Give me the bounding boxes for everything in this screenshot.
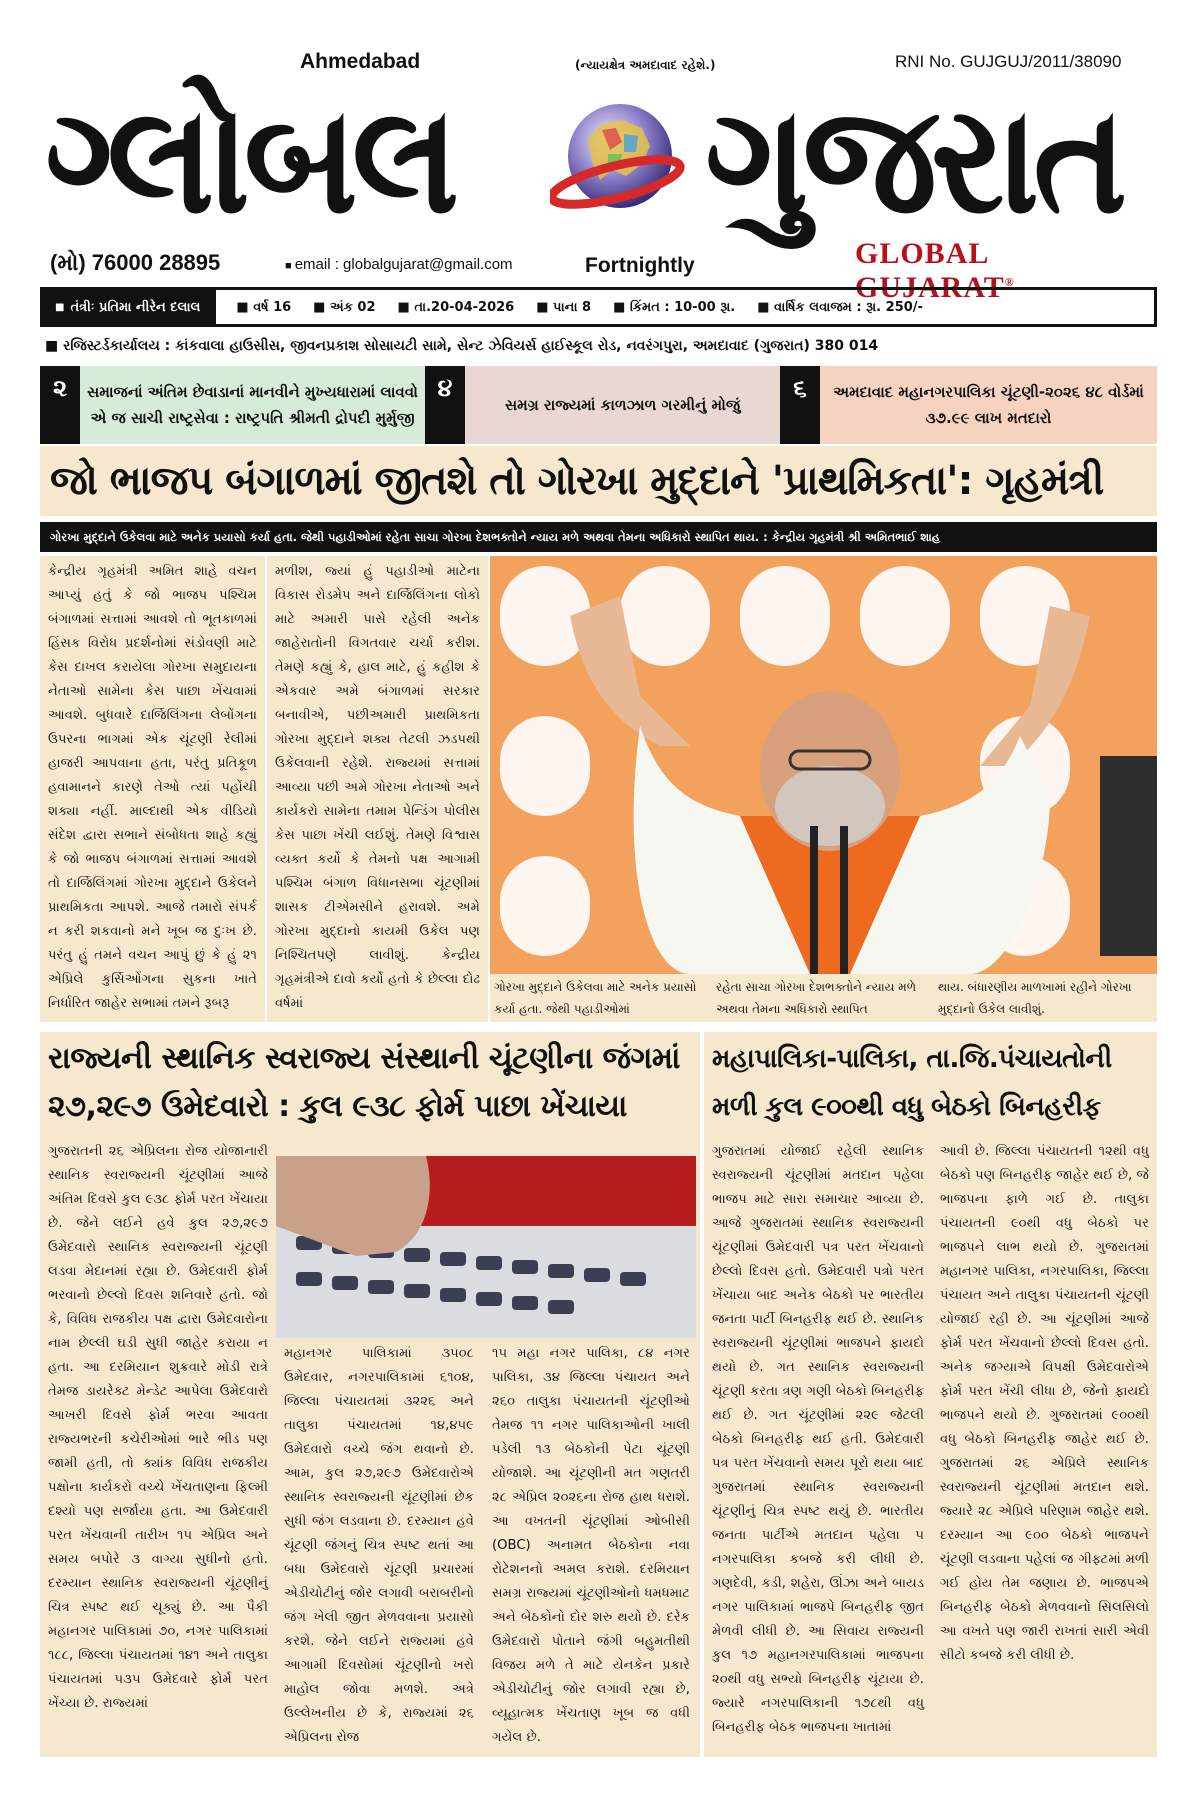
- editor-box: [43, 290, 216, 324]
- lead-photo-caption-1: ગોરખા મુદ્દાને ઉકેલવા માટે અનેક પ્રયાસો કર્યા હતા. જેથી પહાડીઓમાં: [490, 974, 712, 1022]
- email-address: email : globalgujarat@gmail.com: [294, 256, 513, 273]
- lead-column-2: મળીશ, જ્યાં હું પહાડીઓ માટેના વિકાસ રોડમેપ અને દાર્જિલિંગના લોકો માટે અમારી પાસે રહેલી અનેક જાહેરાતોની વિગતવાર ચર્ચા કરીશ. તેમણે કહ્યું કે, હાલ માટે, હું કહીશ કે એકવાર અમે બંગાળમાં સરકાર બનાવીએ, પછીઅમારી પ્રાથમિકતા ગોરખા મુદ્દાને શક્ય તેટલી ઝડપથી ઉકેલવાની રહેશે. રાજ્યમાં સત્તામાં આવ્યા પછી અમે ગોરખા નેતાઓ અને કાર્યકરો સામેના તમામ પેન્ડિંગ પોલીસ કેસ પાછા ખેંચી લઈશું. તેમણે વિશ્વાસ વ્યક્ત કર્યો કે તેમનો પક્ષ આગામી પશ્ચિમ બંગાળ વિધાનસભા ચૂંટણીમાં શાસક ટીએમસીને હરાવશે. અમે ગોરખા મુદ્દાનો કાયમી ઉકેલ પણ નિશ્ચિતપણે લાવીશું. કેન્દ્રીય ગૃહમંત્રીએ દાવો કર્યો હતો કે છેલ્લા દોઢ વર્ષમાં: [267, 556, 488, 1022]
- issue-number: ■ અંક 02: [313, 299, 376, 315]
- publication-frequency: Fortnightly: [585, 254, 695, 277]
- issue-number-text: અંક 02: [329, 299, 376, 315]
- bullet-icon: ■: [55, 301, 65, 313]
- cover-price: ■ કિંમત : 10-00 રૂા.: [613, 299, 736, 315]
- logo-english-text: GLOBAL GUJARAT: [855, 237, 1005, 304]
- teaser-text: અમદાવાદ મહાનગરપાલિકા ચૂંટણી-૨૦૨૬ ૪૮ વોર્ડમાં ૩૭.૯૯ લાખ મતદારો: [820, 366, 1157, 444]
- story2-column-3: ૧૫ મહા નગર પાલિકા, ૮૪ નગર પાલિકા, ૩૪ જિલ્લા પંચાયત અને ૨૬૦ તાલુકા પંચાયતની ચૂંટણીઓ તેમજ ૧૧ નગર પાલિકાઓની ખાલી પડેલી ૧૩ બેઠકોની પેટા ચૂંટણી યોજાશે. આ ચૂંટણીની મત ગણતરી ૨૮ એપ્રિલ ૨૦૨૬ના રોજ હાથ ધરાશે. આ વખતની ચૂંટણીમાં ઓબીસી (OBC) અનામત બેઠકોના નવા રોટેશનનો અમલ કરાશે. દરમિયાન સમગ્ર રાજ્યમાં ચૂંટણીઓનો ધમધમાટ અને બેઠકોનો દોર શરુ થયો છે. દરેક ઉમેદવારો પોતાને જંગી બહુમતીથી વિજય મળે તે માટે યેનકેન પ્રકારે એડીચોટીનું જોર લગાવી રહ્યા છે, વ્યૂહાત્મક ખેંચતાણ ખૂબ જ વધી ગયેલ છે.: [492, 1346, 690, 1745]
- story2-column-1: ગુજરાતની ૨૬ એપ્રિલના રોજ યોજાનારી સ્થાનિક સ્વરાજ્યની ચૂંટણીમાં આજે અંતિમ દિવસે કુલ ૯૩૮ ફોર્મ પરત ખેંચાયા છે. જેને લઈને હવે કુલ ૨૭,૨૯૭ ઉમેદવારો સ્થાનિક સ્વરાજ્યની ચૂંટણી લડવા મેદાનમાં રહ્યા છે. ઉમેદવારી ફોર્મ ભરવાનો છેલ્લો દિવસ શનિવારે હતો. જો કે, વિવિધ રાજકીય પક્ષ દ્વારા ઉમેદવારોના નામ છેલ્લી ઘડી સુધી જાહેર કરાયા ન હતા. આ દરમિયાન શુક્રવારે મોડી રાત્રે તેમજ ડાયરેક્ટ મેન્ડેટ આપેલા ઉમેદવારો આખરી દિવસે ફોર્મ ભરવા આવતા રાજ્યભરની કચેરીઓમાં ભારે ભીડ પણ જામી હતી, તો ક્યાંક વિવિધ રાજકીય પક્ષોના કાર્યકરો વચ્ચે ખેંચતાણના ફિલ્મી દશ્યો પણ સર્જાયા હતા. આ ઉમેદવારી પરત ખેંચવાની તારીખ ૧૫ એપ્રિલ અને સમય બપોરે ૩ વાગ્યા સુધીનો હતો. દરમ્યાન સ્થાનિક સ્વરાજ્યની ચૂંટણીનું ચિત્ર સ્પષ્ટ થઈ ચૂક્યું છે. આ પૈકી મહાનગર પાલિકામાં ૭૦, નગર પાલિકામાં ૧૮૮, જિલ્લા પંચાયતમાં ૧૪૧ અને તાલુકા પંચાયતમાં ૫૩૫ ઉમેદવારે ફોર્મ પરત ખેંચ્યા છે. રાજ્યમાં: [48, 1144, 268, 1711]
- lead-photo: [490, 556, 1157, 974]
- edition-city: Ahmedabad: [300, 50, 421, 73]
- lead-headline[interactable]: જો ભાજપ બંગાળમાં જીતશે તો ગોરખા મુદ્દાને 'પ્રાથમિકતા': ગૃહમંત્રી: [40, 446, 1157, 516]
- teaser-text: સમાજનાં અંતિમ છેવાડાનાં માનવીને મુખ્યધારામાં લાવવો એ જ સાચી રાષ્ટ્રસેવા : રાષ્ટ્રપતિ શ્રીમતી દ્રોપદી મુર્મુજી: [80, 366, 425, 444]
- issue-date: ■ તા.20-04-2026: [397, 299, 515, 315]
- story2-column-2: મહાનગર પાલિકામાં ૩૫૦૮ ઉમેદવાર, નગરપાલિકામાં ૬૧૦૪, જિલ્લા પંચાયતમાં ૩૨૨૬ અને તાલુકા પંચાયતમાં ૧૪,૪૫૯ ઉમેદવારો વચ્ચે જંગ થવાનો છે. આમ, કુલ ૨૭,૨૯૭ ઉમેદવારોએ સ્થાનિક સ્વરાજ્યની ચૂંટણીમાં છેક સુધી જંગ લડવાના છે. દરમ્યાન હવે ચૂંટણી જંગનું ચિત્ર સ્પષ્ટ થતાં આ બધા ઉમેદવારો ચૂંટણી પ્રચારમાં એડીચોટીનું જોર લગાવી બરાબરીનો જંગ ખેલી જીત મેળવવાના પ્રયાસો કરશે. જેને લઈને રાજ્યમાં હવે આગામી દિવસોમાં ચૂંટણીનો ખરો માહોલ જોવા મળશે. અત્રે ઉલ્લેખનીય છે કે, રાજ્યમાં ૨૬ એપ્રિલના રોજ: [284, 1346, 474, 1745]
- story3-column-2: આવી છે. જિલ્લા પંચાયતની ૧૨થી વધુ બેઠકો પણ બિનહરીફ જાહેર થઈ છે, જે ભાજપના ફાળે ગઈ છે. તાલુકા પંચાયતની ૯૦થી વધુ બેઠકો પર ભાજપને લાભ થયો છે. ગુજરાતમાં મહાનગર પાલિકા, નગરપાલિકા, જિલ્લા પંચાયત અને તાલુકા પંચાયતની ચૂંટણી યોજાઈ રહી છે. આ ચૂંટણીમાં આજે ફોર્મ પરત ખેંચવાનો છેલ્લો દિવસ હતો. અનેક જગ્યાએ વિપક્ષી ઉમેદવારોએ ફોર્મ પરત ખેંચી લીધા છે, જેનો ફાયદો ભાજપને થયો છે. ગુજરાતમાં ૯૦૦થી વધુ બેઠકો બિનહરીફ જાહેર થઈ છે. ગુજરાતમાં ૨૬ એપ્રિલે સ્થાનિક સ્વરાજ્યની ચૂંટણીમાં મતદાન થશે. જ્યારે ૨૮ એપ્રિલે પરિણામ જાહેર થશે. દરમ્યાન આ ૯૦૦ બેઠકો ભાજપને ચૂંટણી લડવાના પહેલાં જ ગીફ્ટમાં મળી ગઈ હોય તેમ જણાય છે. ભાજપએ બિનહરીફ બેઠકો મેળવવાનો સિલસિલો આ વખતે પણ જારી રાખતાં સારી એવી સીટો કબજે કરી લીધી છે.: [940, 1144, 1149, 1663]
- annual-subscription: ■ વાર્ષિક લવાજમ : રૂા. 250/-: [757, 299, 923, 315]
- lead-column-1: કેન્દ્રીય ગૃહમંત્રી અમિત શાહે વચન આપ્યું હતું કે જો ભાજપ પશ્ચિમ બંગાળમાં સત્તામાં આવશે તો ભૂતકાળમાં હિંસક વિરોધ પ્રદર્શનોમાં સંડોવણી માટે કેસ દાખલ કરાયેલા ગોરખા સમુદાયના નેતાઓ સામેના કેસ પાછા ખેંચવામાં આવશે. બુધવારે દાર્જિલિંગના લેબોંગના ઉપરના ભાગમાં એક ચૂંટણી રેલીમાં હાજરી આપવાના હતા, પરંતુ પ્રતિકૂળ હવામાનને કારણે તેઓ ત્યાં પહોંચી શક્યા નહીં. માલ્દાથી એક વીડિયો સંદેશ દ્વારા સભાને સંબોધતા શાહે કહ્યું કે જો ભાજપ બંગાળમાં સત્તામાં આવશે તો દાર્જિલિંગમાં ગોરખા મુદ્દાને ઉકેલને પ્રાથમિકતા આપશે. આજે તમારો સંપર્ક ન કરી શકવાનો મને ખૂબ જ દુઃખ છે. પરંતુ હું તમને વચન આપું છું કે હું ૨૧ એપ્રિલે કુર્સિઓંગના સુકના ખાતે નિર્ધારિત જાહેર સભામાં તમને રૂબરૂ: [40, 556, 265, 1022]
- page-count: ■ પાના 8: [536, 299, 592, 315]
- story2-headline-line2[interactable]: ૨૭,૨૯૭ ઉમેદવારો : કુલ ૯૩૮ ફોર્મ પાછા ખેંચાયા: [48, 1089, 627, 1124]
- registered-office-text: રજિસ્ટર્ડકાર્યાલય : કાંકવાલા હાઉસીસ, જીવનપ્રકાશ સોસાયટી સામે, સેન્ટ ઝેવિયર્સ હાઈસ્કૂલ રોડ, નવરંગપુરા, અમદાવાદ (ગુજરાત) 380 014: [63, 338, 879, 354]
- lead-photo-caption-2: રહેતા સાચા ગોરખા દેશભક્તોને ન્યાય મળે અથવા તેમના અધિકારો સ્થાપિત: [712, 974, 934, 1022]
- editor-name: તંત્રીઃ પ્રતિમા નીરેન દલાલ: [70, 299, 201, 315]
- mobile-number: (મો) 76000 28895: [50, 250, 221, 275]
- teaser-page-4[interactable]: [425, 366, 780, 444]
- issue-date-text: તા.20-04-2026: [414, 299, 515, 315]
- teaser-page-number: ૬: [780, 366, 820, 444]
- story2-headline-line1[interactable]: રાજ્યની સ્થાનિક સ્વરાજ્ય સંસ્થાની ચૂંટણીના જંગમાં: [48, 1041, 680, 1076]
- teaser-page-6[interactable]: [780, 366, 1157, 444]
- annual-subscription-text: વાર્ષિક લવાજમ : રૂા. 250/-: [774, 299, 923, 315]
- logo-word-right: ગુજરાત: [705, 73, 1122, 247]
- jurisdiction-note: (ન્યાયક્ષેત્ર અમદાવાદ રહેશે.): [575, 58, 716, 72]
- teaser-text: સમગ્ર રાજ્યમાં કાળઝાળ ગરમીનું મોજું: [465, 366, 780, 444]
- logo-word-left: ગ્લોબલ: [45, 73, 454, 247]
- lead-photo-caption-3: થાય. બંધારણીય માળખામાં રહીને ગોરખા મુદ્દાનો ઉકેલ લાવીશું.: [934, 974, 1157, 1022]
- story3-headline-line2[interactable]: મળી કુલ ૯૦૦થી વધુ બેઠકો બિનહરીફ: [712, 1092, 1101, 1122]
- volume-year: ■ વર્ષ 16: [236, 299, 292, 315]
- volume-year-text: વર્ષ 16: [253, 299, 292, 315]
- lead-strapline: ગોરખા મુદ્દાને ઉકેલવા માટે અનેક પ્રયાસો કર્યા હતા. જેથી પહાડીઓમાં રહેતા સાચા ગોરખા દેશભક્તોને ન્યાય મળે અથવા તેમના અધિકારો સ્થાપિત થાય. : કેન્દ્રીય ગૃહમંત્રી શ્રી અમિતભાઈ શાહ: [40, 522, 1157, 552]
- story3-column-1: ગુજરાતમાં યોજાઈ રહેલી સ્થાનિક સ્વરાજ્યની ચૂંટણીમાં મતદાન પહેલા ભાજપ માટે સારા સમાચાર આવ્યા છે. આજે ગુજરાતમાં સ્થાનિક સ્વરાજ્યની ચૂંટણીમાં ઉમેદવારી પત્ર પરત ખેંચવાનો છેલ્લો દિવસ હતો. ઉમેદવારી પત્રો પરત ખેંચાયા બાદ અનેક બેઠકો પર ભારતીય જનતા પાર્ટી બિનહરીફ થઈ છે. સ્થાનિક સ્વરાજ્યની ચૂંટણીમાં ભાજપને ફાયદો થયો છે. ગત સ્થાનિક સ્વરાજ્યની ચૂંટણી કરતા ત્રણ ગણી બેઠકો બિનહરીફ થઈ છે. ગત ચૂંટણીમાં ૨૨૯ જેટલી બેઠકો બિનહરીફ થઈ હતી. ઉમેદવારી પત્ર પરત ખેંચવાનો સમય પૂરો થયા બાદ ગુજરાતમાં સ્થાનિક સ્વરાજ્યની ચૂંટણીનું ચિત્ર સ્પષ્ટ થયું છે. ભારતીય જનતા પાર્ટીએ મતદાન પહેલા ૫ નગરપાલિકા કબજે કરી લીધી છે. ગણદેવી, કડી, શહેરા, ઊંઝા અને બાયડ નગર પાલિકામાં ભાજપે બિનહરીફ જીત મેળવી લીધી છે. આ સિવાય રાજ્યની કુલ ૧૭ મહાનગરપાલિકામાં ભાજપના ૨૦થી વધુ સભ્યો બિનહરીફ ચૂંટાયા છે. જ્યારે નગરપાલિકાની ૧૭૮થી વધુ બિનહરીફ બેઠક ભાજપના ખાતામાં: [712, 1144, 924, 1735]
- story3-headline-line1[interactable]: મહાપાલિકા-પાલિકા, તા.જિ.પંચાયતોની: [712, 1044, 1112, 1074]
- teaser-page-2[interactable]: [40, 366, 425, 444]
- bullet-icon: ■: [285, 260, 295, 272]
- email-line: [285, 256, 513, 273]
- teaser-page-number: ૪: [425, 366, 465, 444]
- cover-price-text: કિંમત : 10-00 રૂા.: [629, 299, 736, 315]
- page-count-text: પાના 8: [553, 299, 592, 315]
- rni-number: RNI No. GUJGUJ/2011/38090: [895, 52, 1122, 71]
- issue-info-bar: [40, 287, 1157, 327]
- teaser-page-number: ૨: [40, 366, 80, 444]
- evm-photo: [276, 1156, 696, 1338]
- trademark-symbol: ®: [1004, 275, 1015, 289]
- registered-office: ■ રજિસ્ટર્ડકાર્યાલય : કાંકવાલા હાઉસીસ, જીવનપ્રકાશ સોસાયટી સામે, સેન્ટ ઝેવિયર્સ હાઈસ્કૂલ રોડ, નવરંગપુરા, અમદાવાદ (ગુજરાત) 380 014: [45, 338, 879, 354]
- globe-icon: [550, 90, 690, 230]
